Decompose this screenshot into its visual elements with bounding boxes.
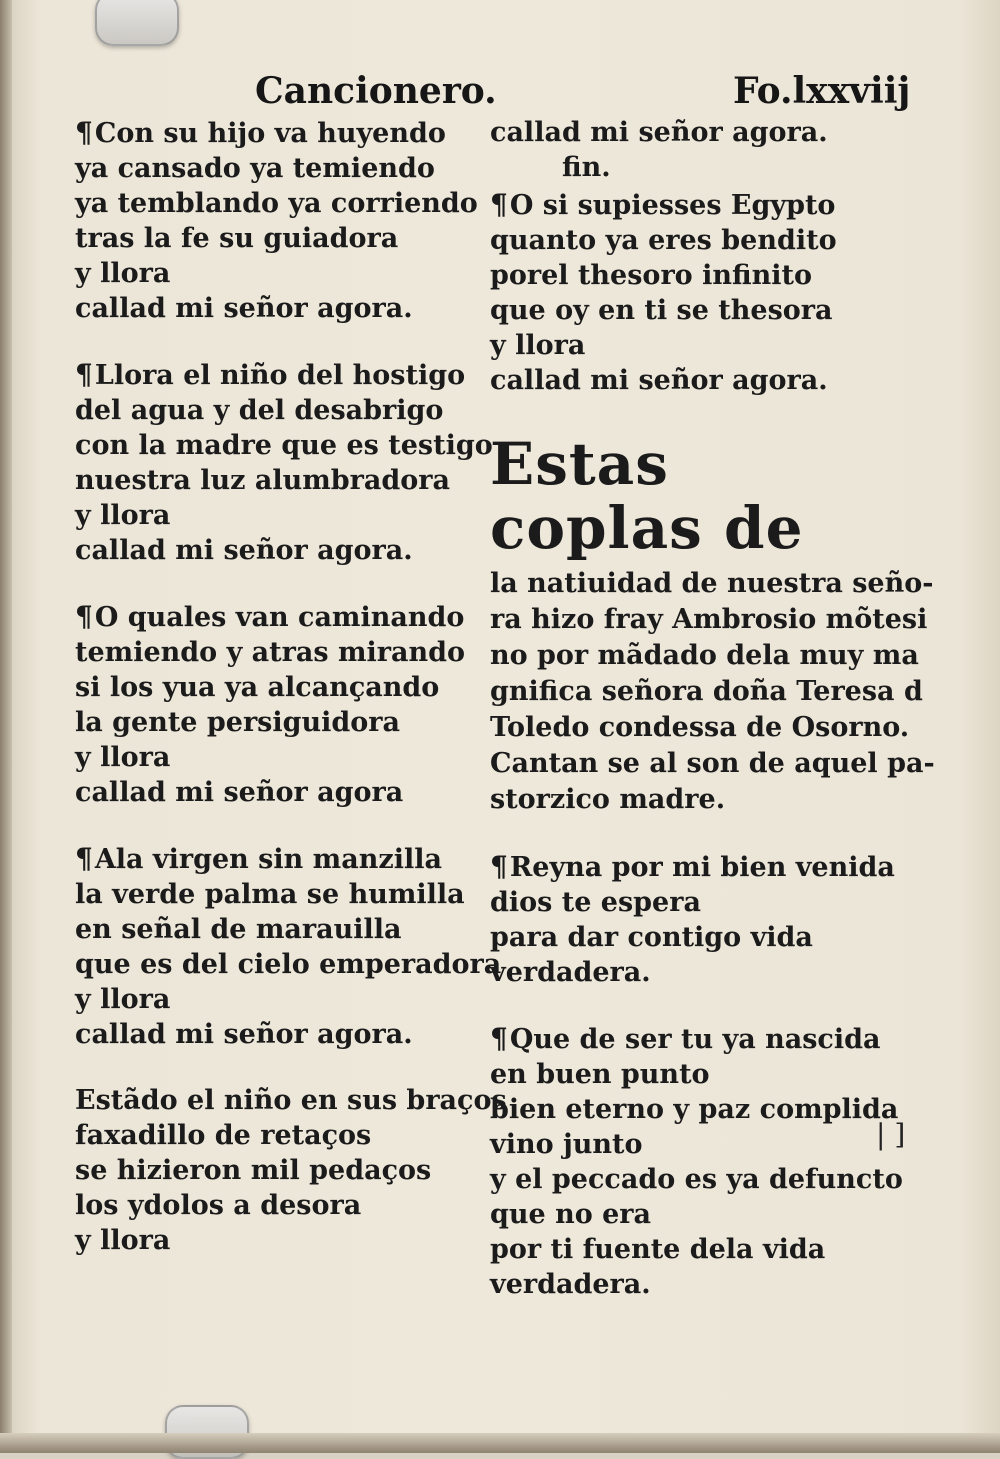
- verse-line: callad mi señor agora.: [75, 535, 413, 566]
- verse-line: callad mi señor agora.: [490, 117, 828, 148]
- verse-line: faxadillo de retaços: [75, 1120, 372, 1151]
- verse-line: por ti fuente dela vida: [490, 1234, 826, 1265]
- rubric-paragraph: [490, 566, 935, 818]
- page-bottom-edge: [0, 1433, 1000, 1453]
- fin-marker: fin.: [562, 152, 611, 183]
- rubric-line: gnifica señora doña Teresa d: [490, 676, 923, 707]
- rubric-line: la natiuidad de nuestra seño-: [490, 568, 934, 599]
- left-column: [75, 115, 507, 1289]
- verse-line: O quales van caminando: [94, 602, 465, 633]
- verse-line: dios te espera: [490, 887, 701, 918]
- folio-number: Fo.lxxviij: [733, 70, 911, 112]
- verse-line: y llora: [75, 258, 171, 289]
- verse-line: Reyna por mi bien venida: [509, 852, 895, 883]
- verse-line: y el peccado es ya defuncto: [490, 1164, 903, 1195]
- verse-line: callad mi señor agora.: [75, 293, 413, 324]
- rubric-line: storzico madre.: [490, 784, 726, 815]
- verse-line: verdadera.: [490, 1269, 651, 1300]
- verse-line: y llora: [75, 1225, 171, 1256]
- pilcrow-mark: ¶: [75, 842, 93, 875]
- verse-line: Que de ser tu ya nascida: [509, 1024, 881, 1055]
- running-title: Cancionero.: [255, 70, 497, 112]
- pilcrow-mark: ¶: [75, 358, 93, 391]
- stanza: [75, 1083, 507, 1258]
- verse-line: y llora: [75, 500, 171, 531]
- verse-line: nuestra luz alumbradora: [75, 465, 451, 496]
- verse-line: temiendo y atras mirando: [75, 637, 466, 668]
- verse-line: vino junto: [490, 1129, 643, 1160]
- page-header: [255, 70, 911, 120]
- pilcrow-mark: ¶: [490, 1022, 508, 1055]
- rubric-line: ra hizo fray Ambrosio mõtesi: [490, 604, 928, 635]
- verse-line: del agua y del desabrigo: [75, 395, 444, 426]
- verse-line: Llora el niño del hostigo: [94, 360, 466, 391]
- rubric-line: Cantan se al son de aquel pa-: [490, 748, 935, 779]
- verse-line: callad mi señor agora.: [75, 1019, 413, 1050]
- verse-line: la verde palma se humilla: [75, 879, 465, 910]
- section-heading: Estas coplas de: [490, 430, 804, 562]
- rubric-line: Toledo condessa de Osorno.: [490, 712, 910, 743]
- verse-line: con la madre que es testigo: [75, 430, 493, 461]
- verse-line: porel thesoro infinito: [490, 260, 812, 291]
- stanza: [75, 599, 485, 810]
- verse-line: ya cansado ya temiendo: [75, 153, 435, 184]
- verse-line: quanto ya eres bendito: [490, 225, 837, 256]
- stanza: [490, 1021, 903, 1302]
- rubric-line: no por mãdado dela muy ma: [490, 640, 919, 671]
- verse-line: tras la fe su guiadora: [75, 223, 399, 254]
- verse-line: Ala virgen sin manzilla: [94, 844, 442, 875]
- pilcrow-mark: ¶: [75, 116, 93, 149]
- verse-line: si los yua ya alcançando: [75, 672, 440, 703]
- stanza: [75, 357, 493, 568]
- verse-line: la gente persiguidora: [75, 707, 401, 738]
- page-clip-top: [95, 0, 179, 46]
- stanza: [75, 115, 485, 326]
- verse-line: que no era: [490, 1199, 652, 1230]
- verse-line: verdadera.: [490, 957, 651, 988]
- verse-line: en buen punto: [490, 1059, 710, 1090]
- verse-line: y llora: [490, 330, 586, 361]
- verse-line: Con su hijo va huyendo: [94, 118, 446, 149]
- verse-line: ya temblando ya corriendo: [75, 188, 478, 219]
- stanza: [75, 841, 502, 1052]
- verse-line: que oy en ti se thesora: [490, 295, 833, 326]
- verse-line: en señal de marauilla: [75, 914, 402, 945]
- pilcrow-mark: ¶: [490, 850, 508, 883]
- verse-line: se hizieron mil pedaços: [75, 1155, 432, 1186]
- book-spine: [0, 0, 12, 1453]
- verse-line: callad mi señor agora.: [490, 365, 828, 396]
- verse-line: callad mi señor agora: [75, 777, 404, 808]
- verse-line: los ydolos a desora: [75, 1190, 362, 1221]
- pilcrow-mark: ¶: [75, 600, 93, 633]
- verse-line: para dar contigo vida: [490, 922, 813, 953]
- stanza: [490, 849, 895, 990]
- margin-marks: | ]: [876, 1118, 906, 1151]
- verse-line: que es del cielo emperadora: [75, 949, 502, 980]
- verse-line: bien eterno y paz complida: [490, 1094, 899, 1125]
- stanza: [490, 187, 890, 398]
- verse-line: y llora: [75, 742, 171, 773]
- verse-line: O si supiesses Egypto: [509, 190, 836, 221]
- verse-line: y llora: [75, 984, 171, 1015]
- verse-line: Estãdo el niño en sus braços: [75, 1085, 507, 1116]
- pilcrow-mark: ¶: [490, 188, 508, 221]
- right-column: [490, 115, 935, 1333]
